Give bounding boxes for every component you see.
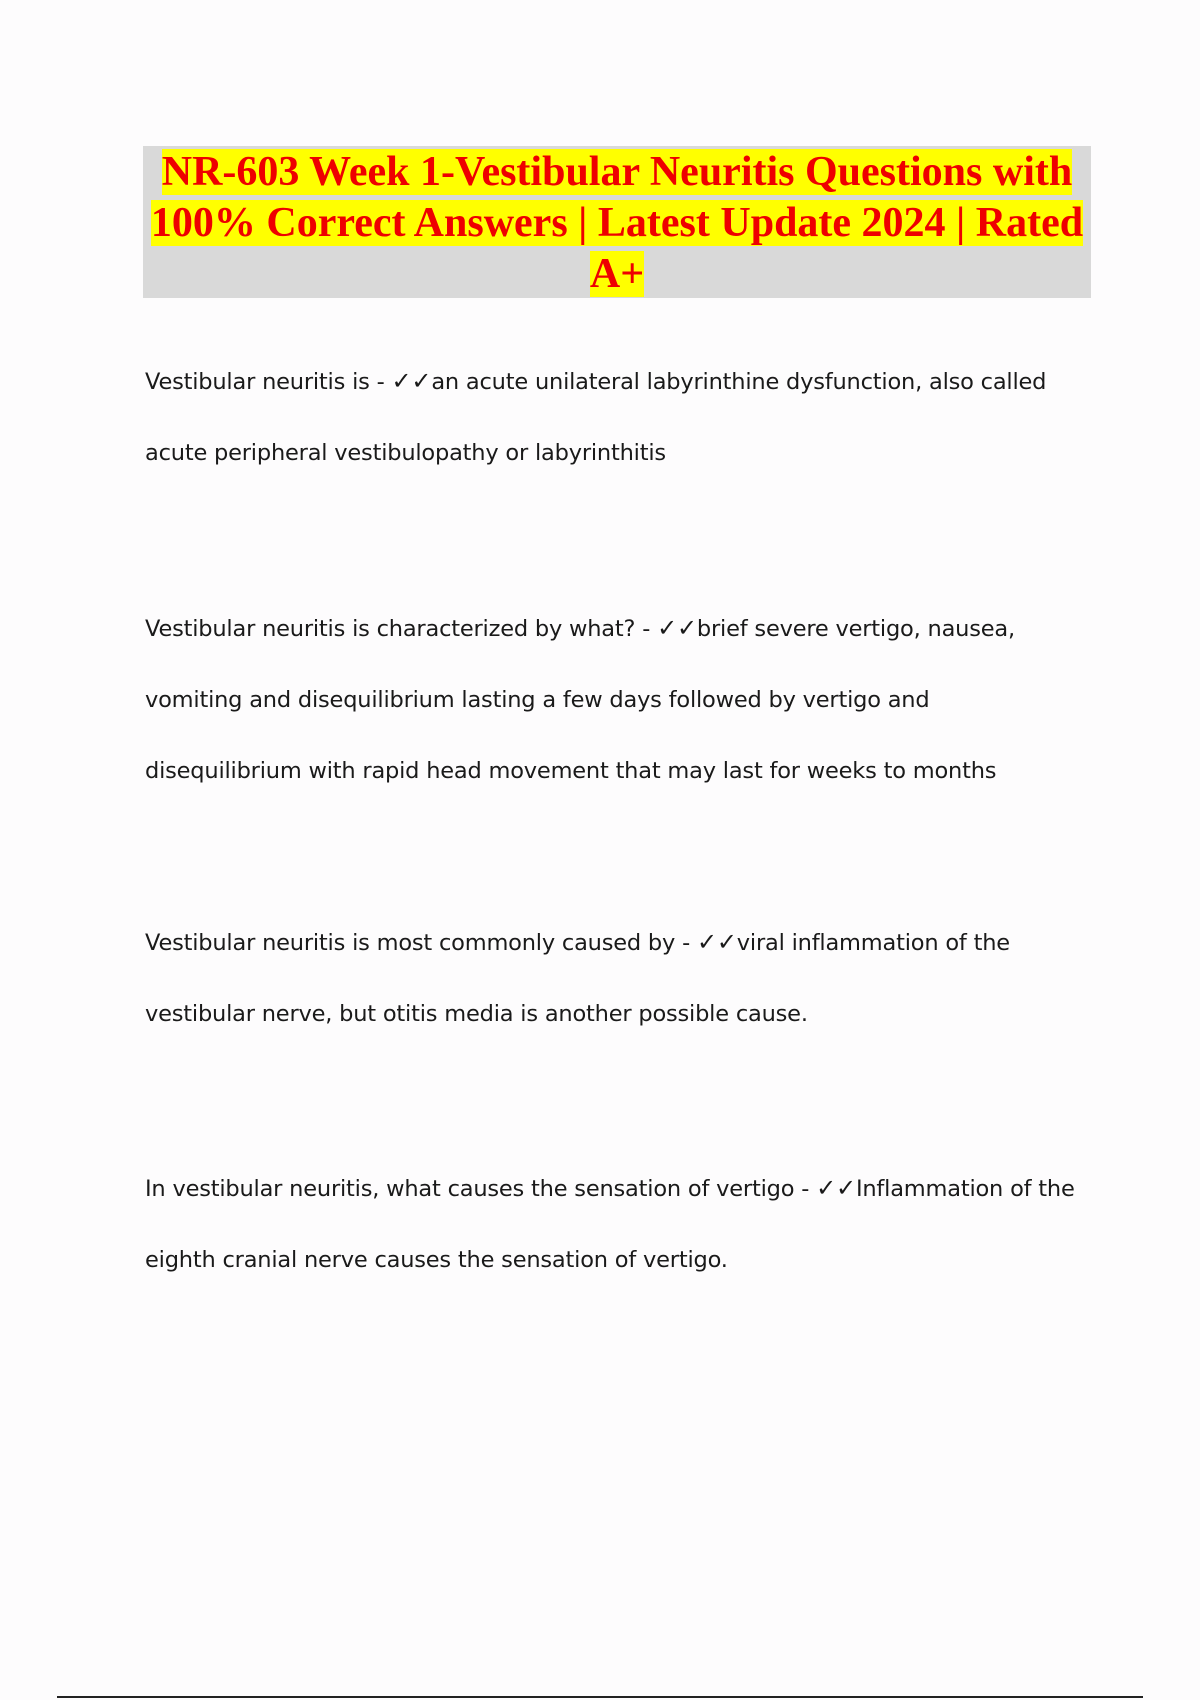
answer-text: Inflammation of the eighth cranial nerve causes the sensation of vertigo.: [145, 1176, 1075, 1273]
separator: -: [675, 930, 697, 956]
double-check-icon: ✓✓: [816, 1174, 856, 1202]
qa-item: [145, 346, 1085, 489]
double-check-icon: ✓✓: [391, 367, 432, 395]
answer-text: an acute unilateral labyrinthine dysfunction, also called acute peripheral vestibulopathy or labyrinthitis: [145, 369, 1047, 466]
question-text: Vestibular neuritis is: [145, 369, 370, 395]
qa-item: [145, 1153, 1085, 1296]
question-text: Vestibular neuritis is most commonly caused by: [145, 930, 676, 956]
separator: -: [794, 1176, 817, 1202]
separator: -: [635, 616, 658, 642]
separator: -: [369, 369, 392, 395]
qa-item: [145, 593, 1085, 807]
double-check-icon: ✓✓: [696, 928, 737, 956]
footer-divider: [57, 1696, 1143, 1698]
qa-item: [145, 907, 1085, 1050]
question-text: Vestibular neuritis is characterized by what?: [145, 616, 636, 642]
double-check-icon: ✓✓: [657, 614, 697, 642]
question-text: In vestibular neuritis, what causes the sensation of vertigo: [145, 1176, 795, 1202]
title-box: [143, 146, 1091, 298]
title-highlight: NR-603 Week 1-Vestibular Neuritis Questions with 100% Correct Answers | Latest Update 2024 | Rated A+: [150, 149, 1084, 297]
answer-text: viral inflammation of the vestibular nerve, but otitis media is another possible cause.: [145, 930, 1010, 1027]
document-title: [143, 146, 1091, 300]
answer-text: brief severe vertigo, nausea, vomiting and disequilibrium lasting a few days followed by vertigo and disequilibrium with rapid head movement that may last for weeks to months: [145, 616, 1015, 784]
